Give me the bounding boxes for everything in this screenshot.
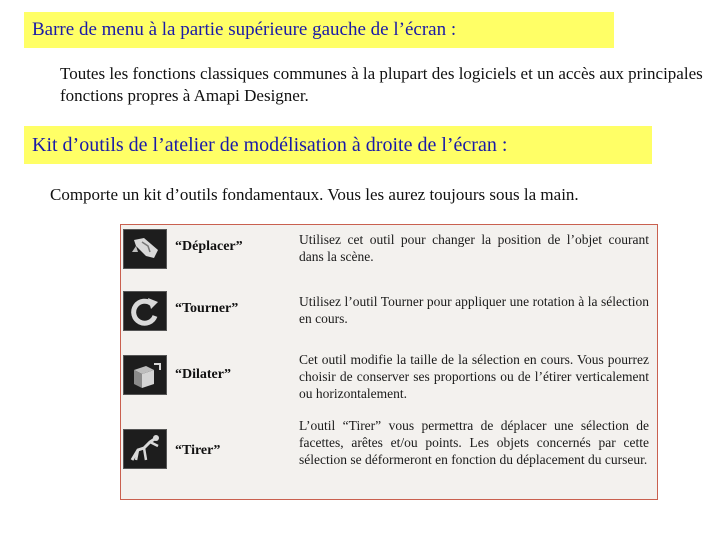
tool-name: “Tirer” [175,443,221,458]
rotate-arrow-icon [123,291,167,331]
dilate-cube-icon [123,355,167,395]
tool-description: Utilisez l’outil Tourner pour appliquer une rotation à la sélection en cours. [299,294,649,326]
toolkit-description: Comporte un kit d’outils fondamentaux. Vous les aurez toujours sous la main. [50,185,579,204]
tool-description: L’outil “Tirer” vous permettra de déplacer une sélection de facettes, arêtes et/ou points. Les objets concernés par cette sélection se déformeront en fonction du déplacement du curseur. [299,418,649,467]
toolkit-heading: Kit d’outils de l’atelier de modélisation à droite de l’écran : [24,126,652,164]
toolkit-scan-image [120,224,658,500]
tool-name: “Dilater” [175,367,231,382]
menu-bar-description: Toutes les fonctions classiques communes à la plupart des logiciels et un accès aux principales fonctions propres à Amapi Designer. [60,64,703,105]
tool-name: “Déplacer” [175,239,243,254]
tool-name: “Tourner” [175,301,239,316]
move-hand-icon [123,229,167,269]
menu-bar-heading: Barre de menu à la partie supérieure gauche de l’écran : [24,12,614,48]
pull-figure-icon [123,429,167,469]
tool-description: Cet outil modifie la taille de la sélection en cours. Vous pourrez choisir de conserver ses proportions ou de l’étirer verticalement ou horizontalement. [299,352,649,401]
tool-description: Utilisez cet outil pour changer la position de l’objet courant dans la scène. [299,232,649,264]
